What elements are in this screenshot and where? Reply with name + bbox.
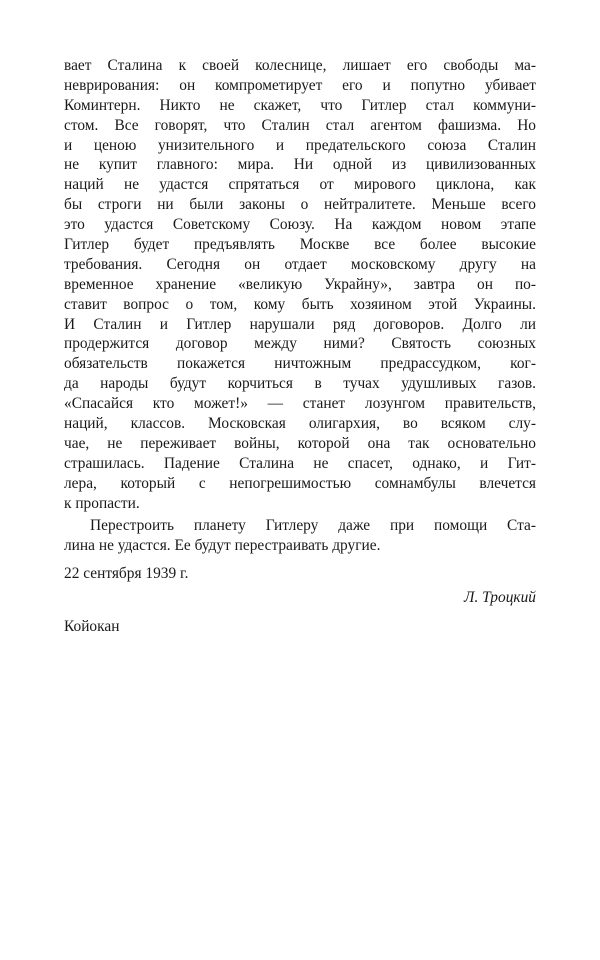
text-line: лера, который с непогрешимостью сомнамбулы влечется	[64, 474, 536, 492]
text-line: страшилась. Падение Сталина не спасет, однако, и Гит-	[64, 454, 536, 472]
paragraph-1	[64, 56, 536, 513]
text-line: стом. Все говорят, что Сталин стал агентом фашизма. Но	[64, 116, 536, 134]
text-line: чае, не переживает войны, которой она так основательно	[64, 434, 536, 452]
text-line: это удастся Советскому Союзу. На каждом новом этапе	[64, 216, 536, 234]
text-line: лина не удастся. Ее будут перестраивать другие.	[64, 537, 381, 555]
author-signature: Л. Троцкий	[464, 589, 536, 607]
text-line: да народы будут корчиться в тучах удушливых газов.	[64, 375, 536, 393]
text-line: обязательств покажется ничтожным предрассудком, ког-	[64, 355, 536, 373]
text-line: «Спасайся кто может!» — станет лозунгом правительств,	[64, 395, 536, 413]
text-line: вает Сталина к своей колеснице, лишает его свободы ма-	[64, 57, 536, 74]
text-line: Перестроить планету Гитлеру даже при помощи Ста-	[90, 517, 536, 535]
place-name: Койокан	[64, 618, 120, 636]
text-line: И Сталин и Гитлер нарушали ряд договоров. Долго ли	[64, 315, 536, 333]
text-line: неврирования: он компрометирует его и попутно убивает	[64, 76, 536, 94]
text-line: временное хранение «великую Украйну», завтра он по-	[64, 275, 536, 293]
text-line: бы строги ни были законы о нейтралитете. Меньше всего	[64, 196, 536, 214]
document-date: 22 сентября 1939 г.	[64, 565, 189, 583]
text-line: ставит вопрос о том, кому быть хозяином этой Украины.	[64, 295, 536, 313]
text-line: требования. Сегодня он отдает московскому другу на	[64, 255, 536, 273]
document-page	[64, 56, 536, 637]
text-line: не купит главного: мира. Ни одной из цивилизованных	[64, 156, 536, 174]
text-line: к пропасти.	[64, 494, 140, 512]
text-line: продержится договор между ними? Святость союзных	[64, 335, 536, 353]
text-line: наций не удастся спрятаться от мирового циклона, как	[64, 176, 536, 194]
text-line: Гитлер будет предъявлять Москве все более высокие	[64, 236, 536, 254]
paragraph-2	[64, 516, 536, 556]
text-line: Коминтерн. Никто не скажет, что Гитлер стал коммуни-	[64, 96, 536, 114]
text-line: наций, классов. Московская олигархия, во всяком слу-	[64, 415, 536, 433]
text-line: и ценою унизительного и предательского союза Сталин	[64, 136, 536, 154]
